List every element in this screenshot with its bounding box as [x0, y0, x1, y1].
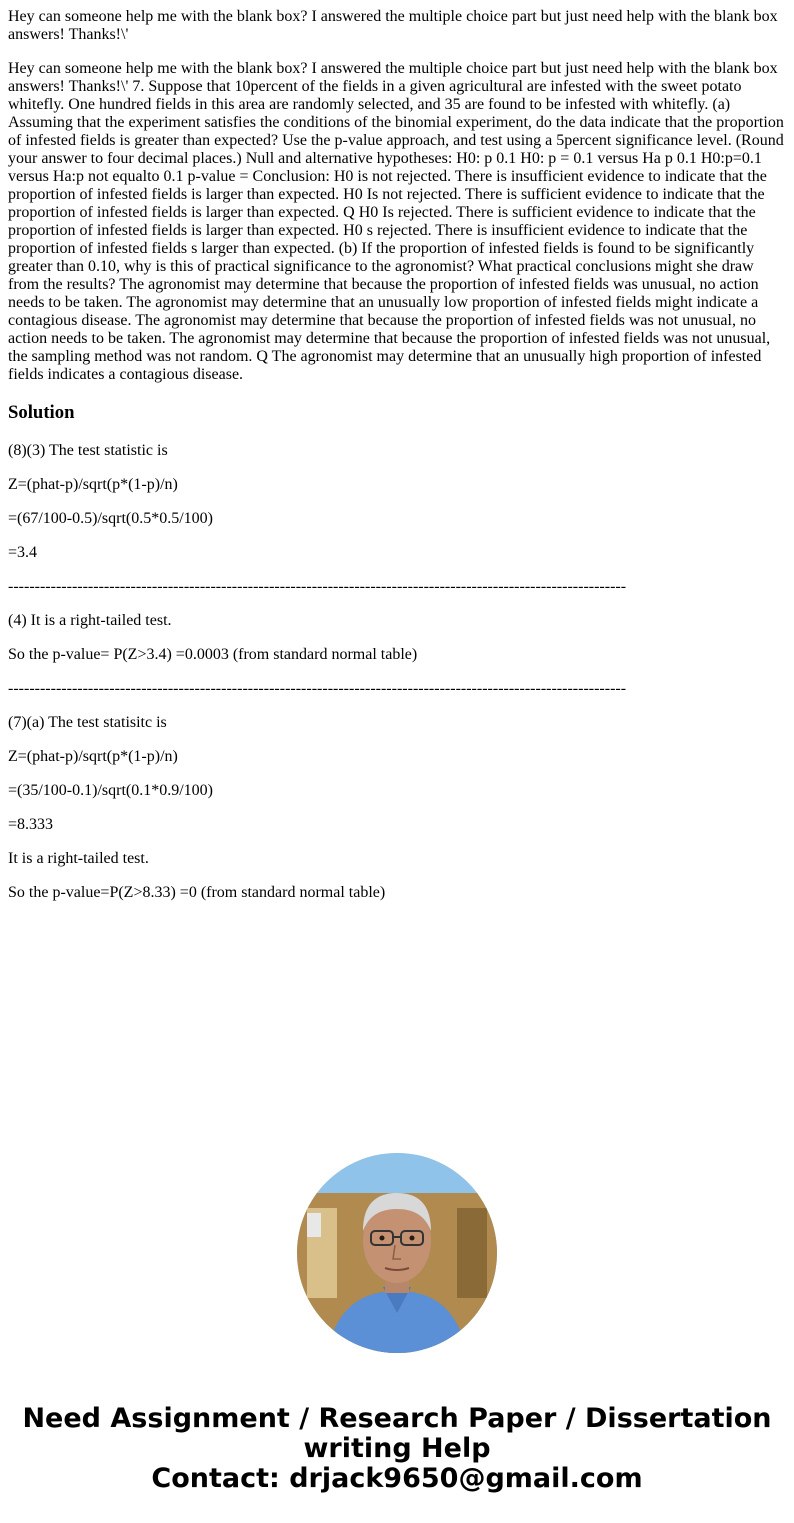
solution-line: (7)(a) The test statisitc is: [8, 714, 167, 731]
solution-line: So the p-value=P(Z>8.33) =0 (from standard normal table): [8, 884, 386, 901]
solution-line: =3.4: [8, 544, 38, 561]
author-portrait-icon: [297, 1153, 497, 1353]
solution-line: =8.333: [8, 816, 54, 833]
solution-line: =(67/100-0.5)/sqrt(0.5*0.5/100): [8, 510, 213, 527]
banner-contact: Contact: drjack9650@gmail.com: [151, 1463, 643, 1494]
question-body: Hey can someone help me with the blank box? I answered the multiple choice part but just need help with the blank box answers! Thanks!\' 7. Suppose that 10percent of the fields in a given agricultural are infested with the sweet potato whitefly. One hundred fields in this area are randomly selected, and 35 are found to be infested with whitefly. (a) Assuming that the experiment satisfies the conditions of the binomial experiment, do the data indicate that the proportion of infested fields is greater than expected? Use the p-value approach, and test using a 5percent significance level. (Round your answer to four decimal places.) Null and alternative hypotheses: H0: p 0.1 H0: p = 0.1 versus Ha p 0.1 H0:p=0.1 versus Ha:p not equalto 0.1 p-value = Conclusion: H0 is not rejected. There is insufficient evidence to indicate that the proportion of infested fields is larger than expected. H0 Is not rejected. There is sufficient evidence to indicate that the proportion of infested fields is larger than expected. Q H0 Is rejected. There is sufficient evidence to indicate that the proportion of infested fields is larger than expected. H0 s rejected. There is insufficient evidence to indicate that the proportion of infested fields s larger than expected. (b) If the proportion of infested fields is found to be significantly greater than 0.10, why is this of practical significance to the agronomist? What practical conclusions might she draw from the results? The agronomist may determine that because the proportion of infested fields was unusual, no action needs to be taken. The agronomist may determine that an unusually low proportion of infested fields might indicate a contagious disease. The agronomist may determine that because the proportion of infested fields was not unusual, no action needs to be taken. The agronomist may determine that because the proportion of infested fields was not unusual, the sampling method was not random. Q The agronomist may determine that an unusually high proportion of infested fields indicates a contagious disease.: [8, 60, 784, 383]
divider-line: --------------------------------------------------------------------------------------------------------------------: [8, 578, 627, 595]
solution-lines: [8, 442, 786, 902]
solution-heading: Solution: [8, 402, 75, 423]
solution-line: (8)(3) The test statistic is: [8, 442, 168, 459]
solution-line: (4) It is a right-tailed test.: [8, 612, 172, 629]
divider-line: --------------------------------------------------------------------------------------------------------------------: [8, 680, 627, 697]
solution-line: Z=(phat-p)/sqrt(p*(1-p)/n): [8, 748, 178, 765]
solution-line: =(35/100-0.1)/sqrt(0.1*0.9/100): [8, 782, 213, 799]
banner-line-1: Need Assignment / Research Paper / Dissertation: [22, 1403, 772, 1434]
document-body: [8, 0, 786, 918]
contact-banner: [0, 1404, 794, 1494]
solution-line: So the p-value= P(Z>3.4) =0.0003 (from standard normal table): [8, 646, 418, 663]
solution-line: It is a right-tailed test.: [8, 850, 149, 867]
solution-line: Z=(phat-p)/sqrt(p*(1-p)/n): [8, 476, 178, 493]
question-intro: Hey can someone help me with the blank box? I answered the multiple choice part but just need help with the blank box answers! Thanks!\': [8, 8, 778, 43]
banner-line-2: writing Help: [303, 1433, 491, 1464]
